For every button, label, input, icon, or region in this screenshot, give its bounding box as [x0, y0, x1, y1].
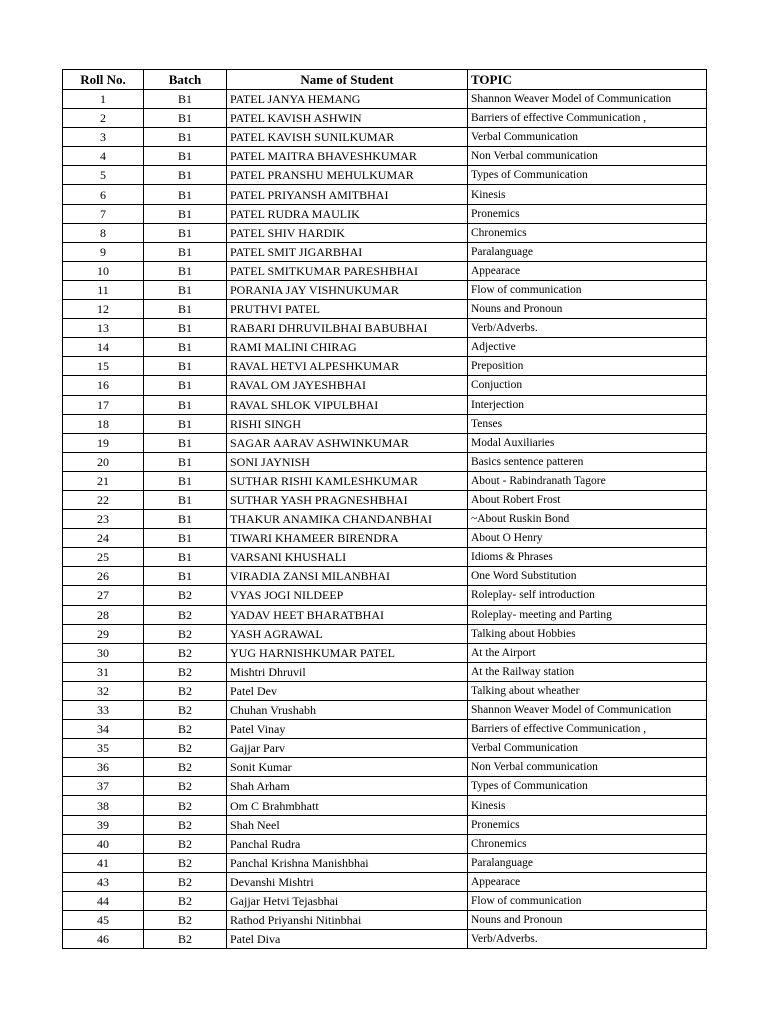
batch-cell: B1 [144, 490, 227, 509]
roll-no-cell: 17 [63, 395, 144, 414]
student-name-cell: Patel Dev [227, 681, 468, 700]
roll-no-cell: 21 [63, 471, 144, 490]
student-name-cell: Shah Neel [227, 815, 468, 834]
table-row [63, 414, 707, 433]
topic-cell: Verbal Communication [468, 739, 707, 758]
roll-no-cell: 31 [63, 662, 144, 681]
topic-cell: Nouns and Pronoun [468, 911, 707, 930]
batch-cell: B1 [144, 147, 227, 166]
student-name-cell: SONI JAYNISH [227, 452, 468, 471]
batch-cell: B2 [144, 701, 227, 720]
roll-no-cell: 11 [63, 280, 144, 299]
batch-cell: B1 [144, 510, 227, 529]
table-row [63, 681, 707, 700]
roll-no-cell: 4 [63, 147, 144, 166]
student-name-cell: RISHI SINGH [227, 414, 468, 433]
table-row [63, 720, 707, 739]
student-name-cell: YUG HARNISHKUMAR PATEL [227, 643, 468, 662]
batch-cell: B1 [144, 166, 227, 185]
topic-cell: Shannon Weaver Model of Communication [468, 90, 707, 109]
batch-cell: B1 [144, 319, 227, 338]
student-name-cell: Chuhan Vrushabh [227, 701, 468, 720]
roll-no-cell: 24 [63, 529, 144, 548]
student-name-cell: Patel Diva [227, 930, 468, 949]
topic-cell: Roleplay- self introduction [468, 586, 707, 605]
table-row [63, 300, 707, 319]
table-row [63, 147, 707, 166]
student-name-cell: Sonit Kumar [227, 758, 468, 777]
topic-cell: Roleplay- meeting and Parting [468, 605, 707, 624]
table-row [63, 605, 707, 624]
batch-cell: B2 [144, 720, 227, 739]
roll-no-cell: 45 [63, 911, 144, 930]
roll-no-cell: 40 [63, 834, 144, 853]
table-row [63, 777, 707, 796]
roll-no-cell: 19 [63, 433, 144, 452]
batch-cell: B1 [144, 242, 227, 261]
student-name-cell: PATEL SMIT JIGARBHAI [227, 242, 468, 261]
batch-cell: B2 [144, 739, 227, 758]
student-name-cell: Panchal Krishna Manishbhai [227, 853, 468, 872]
topic-cell: Barriers of effective Communication , [468, 720, 707, 739]
roll-no-cell: 22 [63, 490, 144, 509]
topic-cell: Modal Auxiliaries [468, 433, 707, 452]
batch-cell: B2 [144, 872, 227, 891]
student-name-cell: THAKUR ANAMIKA CHANDANBHAI [227, 510, 468, 529]
table-row [63, 471, 707, 490]
header-topic: TOPIC [468, 70, 707, 90]
student-name-cell: PATEL KAVISH SUNILKUMAR [227, 128, 468, 147]
topic-cell: Appearace [468, 261, 707, 280]
table-row [63, 624, 707, 643]
table-row [63, 662, 707, 681]
batch-cell: B2 [144, 681, 227, 700]
batch-cell: B1 [144, 90, 227, 109]
roll-no-cell: 26 [63, 567, 144, 586]
batch-cell: B2 [144, 586, 227, 605]
table-row [63, 510, 707, 529]
topic-cell: Verb/Adverbs. [468, 319, 707, 338]
roll-no-cell: 32 [63, 681, 144, 700]
batch-cell: B1 [144, 376, 227, 395]
batch-cell: B2 [144, 834, 227, 853]
student-topic-sheet [62, 69, 706, 949]
roll-no-cell: 13 [63, 319, 144, 338]
roll-no-cell: 12 [63, 300, 144, 319]
student-name-cell: Om C Brahmbhatt [227, 796, 468, 815]
topic-cell: About O Henry [468, 529, 707, 548]
roll-no-cell: 3 [63, 128, 144, 147]
topic-cell: Nouns and Pronoun [468, 300, 707, 319]
student-name-cell: Shah Arham [227, 777, 468, 796]
topic-cell: Pronemics [468, 204, 707, 223]
roll-no-cell: 15 [63, 357, 144, 376]
batch-cell: B2 [144, 911, 227, 930]
table-row [63, 529, 707, 548]
student-name-cell: PATEL RUDRA MAULIK [227, 204, 468, 223]
student-name-cell: PATEL SMITKUMAR PARESHBHAI [227, 261, 468, 280]
table-row [63, 834, 707, 853]
student-name-cell: SUTHAR RISHI KAMLESHKUMAR [227, 471, 468, 490]
topic-cell: Paralanguage [468, 853, 707, 872]
roll-no-cell: 8 [63, 223, 144, 242]
batch-cell: B1 [144, 548, 227, 567]
table-row [63, 930, 707, 949]
student-name-cell: PATEL PRANSHU MEHULKUMAR [227, 166, 468, 185]
topic-cell: Preposition [468, 357, 707, 376]
student-name-cell: PORANIA JAY VISHNUKUMAR [227, 280, 468, 299]
student-name-cell: RABARI DHRUVILBHAI BABUBHAI [227, 319, 468, 338]
table-row [63, 433, 707, 452]
student-name-cell: Gajjar Hetvi Tejasbhai [227, 891, 468, 910]
topic-cell: Appearace [468, 872, 707, 891]
batch-cell: B1 [144, 357, 227, 376]
table-row [63, 261, 707, 280]
table-row [63, 242, 707, 261]
table-row [63, 891, 707, 910]
batch-cell: B2 [144, 891, 227, 910]
header-row [63, 70, 707, 90]
table-row [63, 376, 707, 395]
topic-cell: Types of Communication [468, 777, 707, 796]
table-row [63, 643, 707, 662]
topic-cell: Tenses [468, 414, 707, 433]
roll-no-cell: 5 [63, 166, 144, 185]
student-name-cell: TIWARI KHAMEER BIRENDRA [227, 529, 468, 548]
topic-cell: Pronemics [468, 815, 707, 834]
topic-cell: Talking about wheather [468, 681, 707, 700]
roll-no-cell: 35 [63, 739, 144, 758]
student-name-cell: Rathod Priyanshi Nitinbhai [227, 911, 468, 930]
batch-cell: B2 [144, 662, 227, 681]
batch-cell: B2 [144, 777, 227, 796]
table-row [63, 109, 707, 128]
batch-cell: B1 [144, 395, 227, 414]
batch-cell: B2 [144, 796, 227, 815]
roll-no-cell: 44 [63, 891, 144, 910]
batch-cell: B1 [144, 529, 227, 548]
batch-cell: B2 [144, 643, 227, 662]
topic-cell: Chronemics [468, 223, 707, 242]
student-name-cell: PATEL KAVISH ASHWIN [227, 109, 468, 128]
roll-no-cell: 27 [63, 586, 144, 605]
topic-cell: Interjection [468, 395, 707, 414]
roll-no-cell: 25 [63, 548, 144, 567]
batch-cell: B1 [144, 338, 227, 357]
student-name-cell: Devanshi Mishtri [227, 872, 468, 891]
table-row [63, 796, 707, 815]
student-name-cell: YASH AGRAWAL [227, 624, 468, 643]
roll-no-cell: 9 [63, 242, 144, 261]
roll-no-cell: 6 [63, 185, 144, 204]
topic-cell: About - Rabindranath Tagore [468, 471, 707, 490]
roll-no-cell: 23 [63, 510, 144, 529]
student-name-cell: PATEL PRIYANSH AMITBHAI [227, 185, 468, 204]
table-row [63, 128, 707, 147]
student-name-cell: RAVAL SHLOK VIPULBHAI [227, 395, 468, 414]
table-row [63, 911, 707, 930]
batch-cell: B1 [144, 185, 227, 204]
roll-no-cell: 20 [63, 452, 144, 471]
table-row [63, 548, 707, 567]
roll-no-cell: 34 [63, 720, 144, 739]
topic-cell: Basics sentence patteren [468, 452, 707, 471]
batch-cell: B1 [144, 128, 227, 147]
table-row [63, 815, 707, 834]
table-row [63, 586, 707, 605]
topic-cell: Shannon Weaver Model of Communication [468, 701, 707, 720]
roll-no-cell: 28 [63, 605, 144, 624]
table-row [63, 452, 707, 471]
roll-no-cell: 39 [63, 815, 144, 834]
student-name-cell: YADAV HEET BHARATBHAI [227, 605, 468, 624]
table-row [63, 90, 707, 109]
header-batch: Batch [144, 70, 227, 90]
student-name-cell: Panchal Rudra [227, 834, 468, 853]
table-row [63, 758, 707, 777]
roll-no-cell: 36 [63, 758, 144, 777]
table-row [63, 166, 707, 185]
topic-cell: Idioms & Phrases [468, 548, 707, 567]
student-name-cell: SUTHAR YASH PRAGNESHBHAI [227, 490, 468, 509]
topic-cell: Barriers of effective Communication , [468, 109, 707, 128]
table-row [63, 490, 707, 509]
table-header [63, 70, 707, 90]
table-row [63, 338, 707, 357]
roll-no-cell: 16 [63, 376, 144, 395]
table-row [63, 185, 707, 204]
topic-cell: Non Verbal communication [468, 758, 707, 777]
header-student-name: Name of Student [227, 70, 468, 90]
table-row [63, 872, 707, 891]
student-topic-table [62, 69, 707, 949]
table-row [63, 853, 707, 872]
roll-no-cell: 29 [63, 624, 144, 643]
roll-no-cell: 30 [63, 643, 144, 662]
roll-no-cell: 46 [63, 930, 144, 949]
student-name-cell: SAGAR AARAV ASHWINKUMAR [227, 433, 468, 452]
batch-cell: B2 [144, 605, 227, 624]
topic-cell: Paralanguage [468, 242, 707, 261]
table-body [63, 90, 707, 949]
topic-cell: Kinesis [468, 796, 707, 815]
batch-cell: B1 [144, 280, 227, 299]
student-name-cell: VARSANI KHUSHALI [227, 548, 468, 567]
student-name-cell: RAMI MALINI CHIRAG [227, 338, 468, 357]
batch-cell: B1 [144, 433, 227, 452]
topic-cell: Kinesis [468, 185, 707, 204]
topic-cell: At the Railway station [468, 662, 707, 681]
roll-no-cell: 37 [63, 777, 144, 796]
batch-cell: B2 [144, 624, 227, 643]
roll-no-cell: 33 [63, 701, 144, 720]
student-name-cell: Gajjar Parv [227, 739, 468, 758]
batch-cell: B1 [144, 261, 227, 280]
batch-cell: B1 [144, 109, 227, 128]
student-name-cell: PATEL SHIV HARDIK [227, 223, 468, 242]
roll-no-cell: 41 [63, 853, 144, 872]
batch-cell: B1 [144, 300, 227, 319]
batch-cell: B1 [144, 414, 227, 433]
batch-cell: B1 [144, 204, 227, 223]
table-row [63, 739, 707, 758]
table-row [63, 280, 707, 299]
topic-cell: Verbal Communication [468, 128, 707, 147]
batch-cell: B2 [144, 758, 227, 777]
table-row [63, 701, 707, 720]
topic-cell: Types of Communication [468, 166, 707, 185]
roll-no-cell: 14 [63, 338, 144, 357]
topic-cell: One Word Substitution [468, 567, 707, 586]
student-name-cell: PATEL MAITRA BHAVESHKUMAR [227, 147, 468, 166]
batch-cell: B2 [144, 930, 227, 949]
topic-cell: About Robert Frost [468, 490, 707, 509]
student-name-cell: VIRADIA ZANSI MILANBHAI [227, 567, 468, 586]
roll-no-cell: 18 [63, 414, 144, 433]
batch-cell: B1 [144, 223, 227, 242]
topic-cell: Flow of communication [468, 891, 707, 910]
student-name-cell: PATEL JANYA HEMANG [227, 90, 468, 109]
student-name-cell: VYAS JOGI NILDEEP [227, 586, 468, 605]
batch-cell: B1 [144, 471, 227, 490]
topic-cell: Chronemics [468, 834, 707, 853]
topic-cell: Verb/Adverbs. [468, 930, 707, 949]
batch-cell: B1 [144, 567, 227, 586]
topic-cell: At the Airport [468, 643, 707, 662]
table-row [63, 319, 707, 338]
table-row [63, 395, 707, 414]
table-row [63, 204, 707, 223]
table-row [63, 357, 707, 376]
topic-cell: Flow of communication [468, 280, 707, 299]
batch-cell: B2 [144, 853, 227, 872]
topic-cell: Adjective [468, 338, 707, 357]
topic-cell: ~About Ruskin Bond [468, 510, 707, 529]
roll-no-cell: 38 [63, 796, 144, 815]
student-name-cell: Mishtri Dhruvil [227, 662, 468, 681]
table-row [63, 567, 707, 586]
roll-no-cell: 7 [63, 204, 144, 223]
table-row [63, 223, 707, 242]
student-name-cell: RAVAL OM JAYESHBHAI [227, 376, 468, 395]
roll-no-cell: 43 [63, 872, 144, 891]
topic-cell: Non Verbal communication [468, 147, 707, 166]
batch-cell: B2 [144, 815, 227, 834]
batch-cell: B1 [144, 452, 227, 471]
header-roll-no: Roll No. [63, 70, 144, 90]
student-name-cell: Patel Vinay [227, 720, 468, 739]
student-name-cell: RAVAL HETVI ALPESHKUMAR [227, 357, 468, 376]
roll-no-cell: 1 [63, 90, 144, 109]
student-name-cell: PRUTHVI PATEL [227, 300, 468, 319]
topic-cell: Conjuction [468, 376, 707, 395]
roll-no-cell: 10 [63, 261, 144, 280]
roll-no-cell: 2 [63, 109, 144, 128]
topic-cell: Talking about Hobbies [468, 624, 707, 643]
